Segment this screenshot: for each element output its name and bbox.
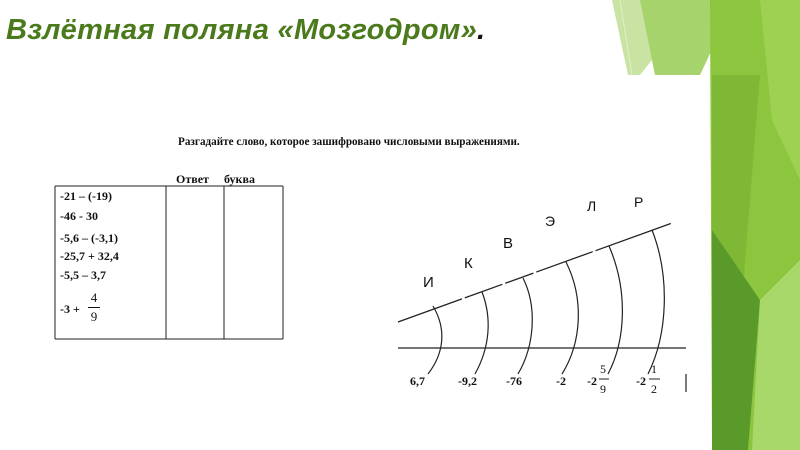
mixed-value-1-numerator: 5 [600, 362, 606, 376]
letter-1: И [423, 274, 434, 291]
expression-3: -5,6 – (-3,1) [60, 231, 118, 245]
connector-curve-3 [518, 278, 532, 374]
mixed-value-2-numerator: 1 [651, 362, 657, 376]
expression-1: -21 – (-19) [60, 189, 112, 203]
value-4: -2 [556, 374, 566, 388]
expression-6-prefix: -3 + [60, 302, 80, 316]
expression-6-numerator: 4 [90, 290, 98, 305]
connector-curve-6 [648, 230, 664, 374]
slide-title-dot: . [477, 14, 486, 46]
value-3: -76 [506, 374, 522, 388]
mixed-value-2-denominator: 2 [651, 382, 657, 396]
column-header-answer: Ответ [176, 172, 209, 186]
slide-title-text: Взлётная поляна «Мозгодром» [6, 14, 478, 46]
letter-2: К [464, 255, 473, 272]
value-1: 6,7 [410, 374, 425, 388]
task-heading: Разгадайте слово, которое зашифровано числовыми выражениями. [178, 134, 520, 148]
expression-4: -25,7 + 32,4 [60, 249, 119, 263]
letter-6: Р [634, 194, 644, 210]
value-2: -9,2 [458, 374, 477, 388]
letter-5: Л [587, 198, 597, 214]
mixed-value-1-whole: -2 [587, 374, 597, 388]
mixed-value-1-denominator: 9 [600, 382, 606, 396]
mixed-value-2-whole: -2 [636, 374, 646, 388]
connector-curve-5 [608, 246, 622, 374]
letter-3: В [503, 235, 514, 252]
letter-4: Э [545, 213, 556, 229]
connector-curve-2 [475, 292, 488, 374]
expression-6-denominator: 9 [90, 309, 98, 324]
expression-2: -46 - 30 [60, 209, 98, 223]
slanted-line [398, 218, 686, 322]
expression-5: -5,5 – 3,7 [60, 268, 106, 282]
connector-curve-4 [562, 262, 578, 374]
connector-curve-1 [428, 306, 442, 374]
column-header-letter: буква [224, 172, 255, 186]
